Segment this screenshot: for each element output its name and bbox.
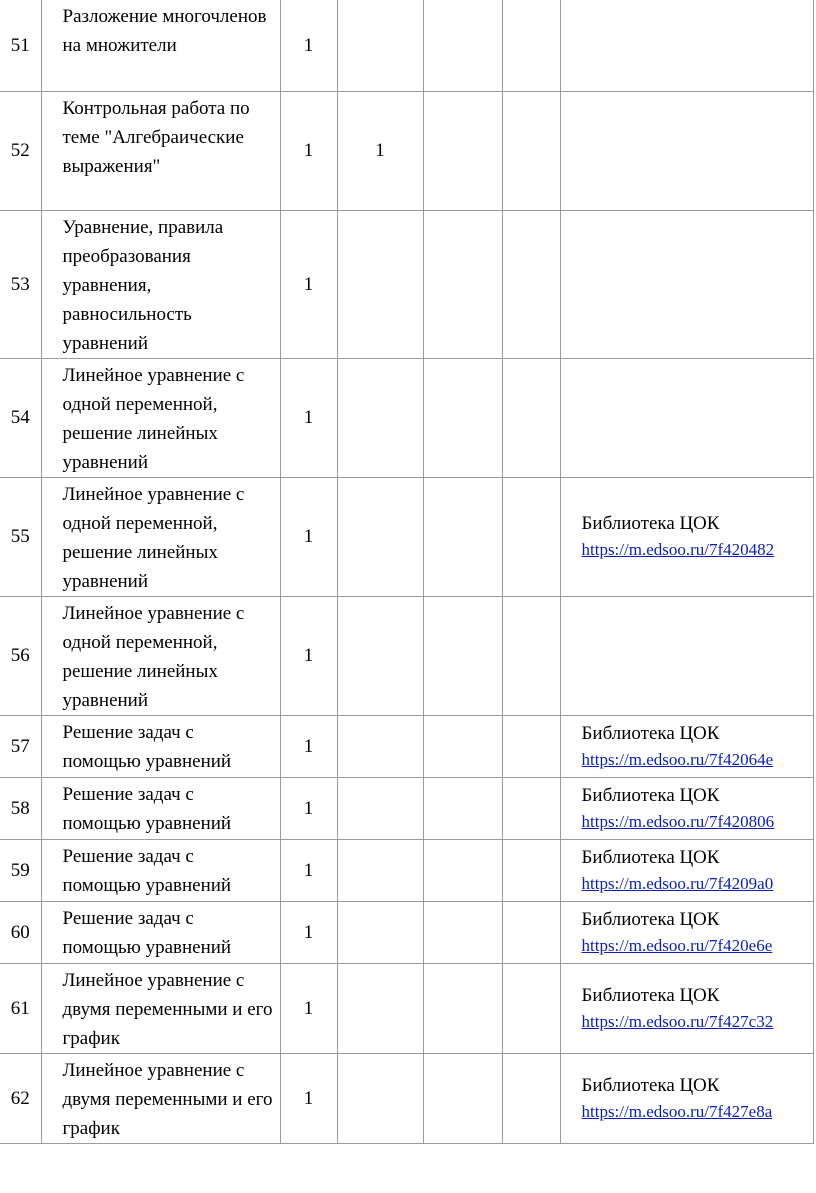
lesson-title: Уравнение, правила преобразования уравнения, равносильность уравнений	[41, 210, 280, 358]
control-work-hours	[337, 358, 423, 477]
digital-resource-cell	[560, 358, 813, 477]
practical-work-hours	[423, 91, 502, 210]
table-row	[0, 0, 813, 91]
lesson-hours: 1	[280, 715, 337, 777]
practical-work-hours	[423, 839, 502, 901]
date-cell	[502, 91, 560, 210]
practical-work-hours	[423, 477, 502, 596]
control-work-hours	[337, 210, 423, 358]
practical-work-hours	[423, 901, 502, 963]
digital-resource-cell	[560, 1053, 813, 1143]
practical-work-hours	[423, 963, 502, 1053]
table-row	[0, 358, 813, 477]
date-cell	[502, 1053, 560, 1143]
resource-link[interactable]: https://m.edsoo.ru/7f420806	[581, 811, 775, 831]
lesson-title: Решение задач с помощью уравнений	[41, 777, 280, 839]
lesson-number: 54	[0, 358, 41, 477]
date-cell	[502, 596, 560, 715]
table-row	[0, 715, 813, 777]
lesson-hours: 1	[280, 596, 337, 715]
lesson-hours: 1	[280, 901, 337, 963]
control-work-hours: 1	[337, 91, 423, 210]
lesson-title: Контрольная работа по теме "Алгебраические выражения"	[41, 91, 280, 210]
lesson-hours: 1	[280, 963, 337, 1053]
date-cell	[502, 715, 560, 777]
table-row	[0, 777, 813, 839]
digital-resource-cell	[560, 777, 813, 839]
lesson-title: Решение задач с помощью уравнений	[41, 901, 280, 963]
lesson-number: 58	[0, 777, 41, 839]
practical-work-hours	[423, 210, 502, 358]
resource-label: Библиотека ЦОК	[581, 908, 720, 930]
lesson-hours: 1	[280, 210, 337, 358]
lesson-hours: 1	[280, 777, 337, 839]
date-cell	[502, 0, 560, 91]
resource-link[interactable]: https://m.edsoo.ru/7f420482	[581, 540, 775, 559]
digital-resource-cell	[560, 963, 813, 1053]
digital-resource-cell	[560, 596, 813, 715]
lesson-number: 59	[0, 839, 41, 901]
date-cell	[502, 358, 560, 477]
lesson-number: 52	[0, 91, 41, 210]
resource-label: Библиотека ЦОК	[581, 1074, 720, 1096]
digital-resource-cell	[560, 839, 813, 901]
lesson-number: 51	[0, 0, 41, 91]
lesson-title: Линейное уравнение с одной переменной, решение линейных уравнений	[41, 596, 280, 715]
lesson-number: 53	[0, 210, 41, 358]
lesson-number: 62	[0, 1053, 41, 1143]
lesson-number: 57	[0, 715, 41, 777]
lesson-title: Решение задач с помощью уравнений	[41, 715, 280, 777]
table-row	[0, 1053, 813, 1143]
resource-link[interactable]: https://m.edsoo.ru/7f420e6e	[581, 935, 773, 955]
resource-label: Библиотека ЦОК	[581, 513, 720, 534]
lesson-title: Линейное уравнение с одной переменной, решение линейных уравнений	[41, 477, 280, 596]
lesson-hours: 1	[280, 358, 337, 477]
resource-link[interactable]: https://m.edsoo.ru/7f427e8a	[581, 1101, 773, 1121]
resource-label: Библиотека ЦОК	[581, 984, 720, 1006]
digital-resource-cell	[560, 210, 813, 358]
lesson-hours: 1	[280, 477, 337, 596]
lesson-title: Разложение многочленов на множители	[41, 0, 280, 91]
resource-link[interactable]: https://m.edsoo.ru/7f4209a0	[581, 873, 774, 893]
resource-label: Библиотека ЦОК	[581, 846, 720, 868]
control-work-hours	[337, 596, 423, 715]
lesson-number: 56	[0, 596, 41, 715]
date-cell	[502, 477, 560, 596]
digital-resource-cell	[560, 91, 813, 210]
control-work-hours	[337, 0, 423, 91]
table-row	[0, 901, 813, 963]
lesson-hours: 1	[280, 91, 337, 210]
practical-work-hours	[423, 715, 502, 777]
resource-label: Библиотека ЦОК	[581, 784, 720, 806]
date-cell	[502, 210, 560, 358]
date-cell	[502, 901, 560, 963]
practical-work-hours	[423, 1053, 502, 1143]
lesson-title: Линейное уравнение с одной переменной, решение линейных уравнений	[41, 358, 280, 477]
practical-work-hours	[423, 0, 502, 91]
practical-work-hours	[423, 596, 502, 715]
digital-resource-cell	[560, 715, 813, 777]
lesson-title: Линейное уравнение с двумя переменными и его график	[41, 963, 280, 1053]
resource-link[interactable]: https://m.edsoo.ru/7f427c32	[581, 1011, 774, 1031]
table-row	[0, 963, 813, 1053]
practical-work-hours	[423, 358, 502, 477]
lesson-hours: 1	[280, 1053, 337, 1143]
lesson-hours: 1	[280, 839, 337, 901]
control-work-hours	[337, 477, 423, 596]
table-row	[0, 596, 813, 715]
control-work-hours	[337, 901, 423, 963]
control-work-hours	[337, 839, 423, 901]
lesson-hours: 1	[280, 0, 337, 91]
table-row	[0, 91, 813, 210]
date-cell	[502, 777, 560, 839]
control-work-hours	[337, 963, 423, 1053]
date-cell	[502, 839, 560, 901]
digital-resource-cell	[560, 477, 813, 596]
resource-label: Библиотека ЦОК	[581, 722, 720, 744]
control-work-hours	[337, 1053, 423, 1143]
practical-work-hours	[423, 777, 502, 839]
control-work-hours	[337, 777, 423, 839]
digital-resource-cell	[560, 901, 813, 963]
lesson-number: 61	[0, 963, 41, 1053]
control-work-hours	[337, 715, 423, 777]
lesson-number: 55	[0, 477, 41, 596]
table-row	[0, 477, 813, 596]
lesson-title: Линейное уравнение с двумя переменными и его график	[41, 1053, 280, 1143]
resource-link[interactable]: https://m.edsoo.ru/7f42064e	[581, 749, 774, 769]
table-row	[0, 210, 813, 358]
table-row	[0, 839, 813, 901]
lesson-title: Решение задач с помощью уравнений	[41, 839, 280, 901]
digital-resource-cell	[560, 0, 813, 91]
date-cell	[502, 963, 560, 1053]
lesson-number: 60	[0, 901, 41, 963]
